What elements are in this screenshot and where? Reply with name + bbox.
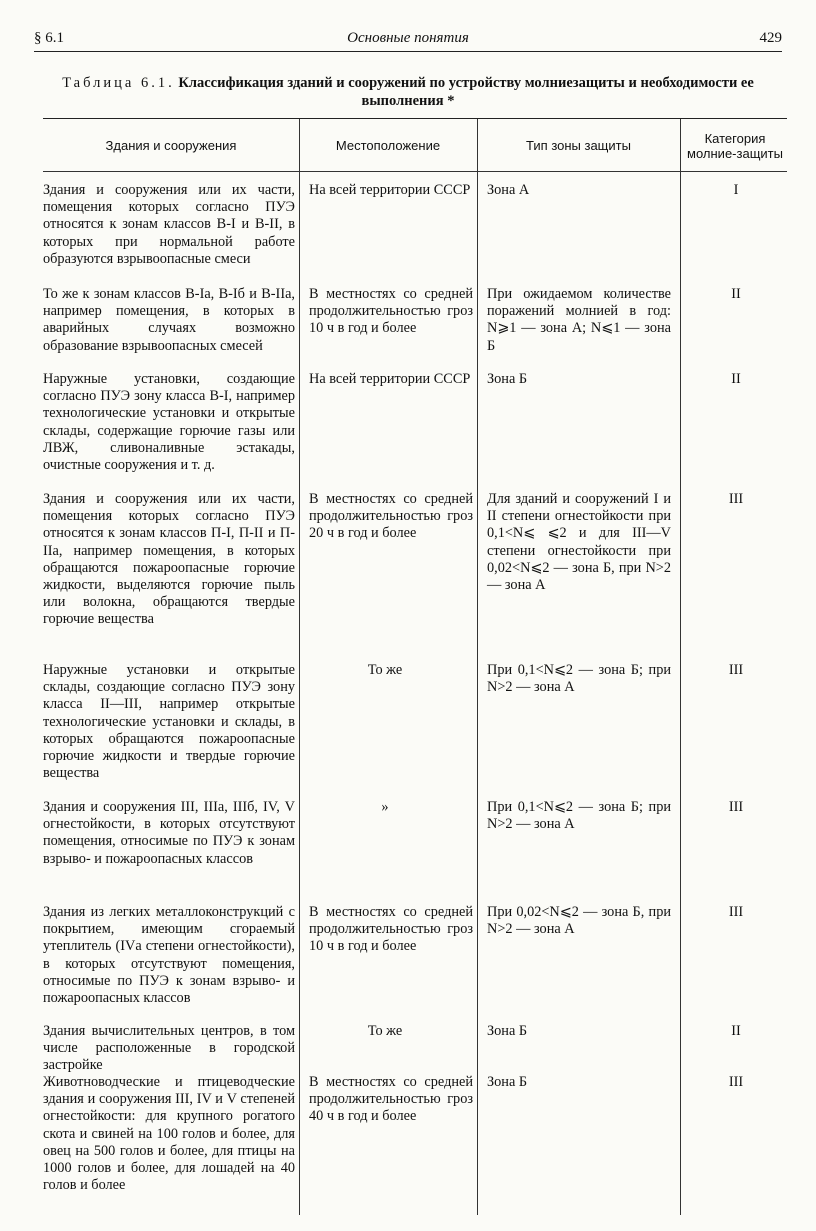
row-2-zone: При ожидаемом количестве поражений молнией в год: N⩾1 — зона А; N⩽1 — зона Б — [487, 286, 671, 354]
column-header-buildings: Здания и сооружения — [105, 137, 237, 153]
row-2-building: То же к зонам классов В-Ia, В-Iб и В-IIа, например помещения, в которых в аварийных случаях возможно образование взрывоопасных смесей — [43, 286, 295, 354]
column-divider — [680, 119, 681, 1215]
row-5-category: III — [728, 662, 744, 678]
row-1-category: I — [733, 182, 739, 198]
row-7-building: Здания из легких металлоконструкций с покрытием, имеющим сгораемый утеплитель (IVа степени огнестойкости), в которых отсутствуют помещения, относимые по ПУЭ к зонам взрыво- и пожароопасных классов — [43, 904, 295, 1007]
row-7-category: III — [728, 904, 744, 920]
row-5-building: Наружные установки и открытые склады, создающие согласно ПУЭ зону класса II—III, например открытые технологические установки и склады, в которых обращаются пожароопасные горючие жидкости и твердые горючие вещества — [43, 662, 295, 782]
row-4-building: Здания и сооружения или их части, помещения которых согласно ПУЭ относятся к зонам классов П-I, П-II и П-IIа, например помещения, в которых обращаются пожароопасные горючие жидкости, выделяются горючие пыль или волокна, обращаются твердые горючие вещества — [43, 491, 295, 628]
row-9-location: В местностях со средней продолжительностью гроз 40 ч в год и более — [309, 1074, 473, 1125]
row-1-building: Здания и сооружения или их части, помещения которых согласно ПУЭ относятся к зонам классов В-I и В-II, в которых при нормальной работе образуются взрывоопасные смеси — [43, 182, 295, 267]
running-title: Основные понятия — [347, 30, 469, 46]
row-6-category: III — [728, 799, 744, 815]
row-6-building: Здания и сооружения III, IIIа, IIIб, IV, V огнестойкости, в которых отсутствуют помещения, относимые по ПУЭ к зонам взрыво- и пожароопасных классов — [43, 799, 295, 867]
row-5-location: То же — [367, 662, 403, 678]
row-3-zone: Зона Б — [487, 371, 528, 387]
table-title — [40, 74, 776, 110]
section-number: § 6.1 — [34, 30, 64, 46]
table-title-text: Классификация зданий и сооружений по устройству молниезащиты и необходимости ее выполнения * — [178, 75, 754, 109]
running-head — [34, 27, 782, 49]
row-7-zone: При 0,02<N⩽2 — зона Б, при N>2 — зона А — [487, 904, 671, 938]
row-8-location: То же — [367, 1023, 403, 1039]
row-4-zone: Для зданий и сооружений I и II степени огнестойкости при 0,1<N⩽ ⩽2 и для III—V степени огнестойкости при 0,02<N⩽2 — зона Б, при N>2 — зона А — [487, 491, 671, 594]
row-3-location: На всей территории СССР — [309, 371, 471, 387]
table-title-lead: Таблица 6.1. — [62, 75, 175, 91]
header-rule — [34, 51, 782, 52]
column-divider — [477, 119, 478, 1215]
row-5-zone: При 0,1<N⩽2 — зона Б; при N>2 — зона А — [487, 662, 671, 696]
row-9-category: III — [728, 1074, 744, 1090]
row-4-category: III — [728, 491, 744, 507]
row-2-category: II — [731, 286, 741, 302]
column-header-category: Категория молние-защиты — [687, 131, 783, 161]
row-9-building: Животноводческие и птицеводческие здания и сооружения III, IV и V степеней огнестойкости: для крупного рогатого скота и свиней на 100 голов и более, для овец на 500 голов и более, для птицы на 1000 голов и более, для лошадей на 40 голов и более — [43, 1074, 295, 1194]
row-3-building: Наружные установки, создающие согласно ПУЭ зону класса В-I, например технологические установки и открытые склады, содержащие горючие газы или ЛВЖ, сливоналивные эстакады, очистные сооружения и т. д. — [43, 371, 295, 474]
row-6-location: » — [381, 799, 389, 815]
column-header-location: Местоположение — [335, 137, 441, 153]
row-3-category: II — [731, 371, 741, 387]
row-4-location: В местностях со средней продолжительностью гроз 20 ч в год и более — [309, 491, 473, 542]
page-number: 429 — [759, 30, 782, 46]
header-divider — [43, 171, 787, 172]
column-header-zone-type: Тип зоны защиты — [526, 137, 631, 153]
row-8-building: Здания вычислительных центров, в том числе расположенные в городской застройке — [43, 1023, 295, 1074]
row-1-zone: Зона А — [487, 182, 530, 198]
row-8-zone: Зона Б — [487, 1023, 528, 1039]
row-2-location: В местностях со средней продолжительностью гроз 10 ч в год и более — [309, 286, 473, 337]
row-8-category: II — [731, 1023, 741, 1039]
classification-table — [43, 118, 787, 1215]
row-1-location: На всей территории СССР — [309, 182, 471, 198]
row-7-location: В местностях со средней продолжительностью гроз 10 ч в год и более — [309, 904, 473, 955]
row-6-zone: При 0,1<N⩽2 — зона Б; при N>2 — зона А — [487, 799, 671, 833]
row-9-zone: Зона Б — [487, 1074, 528, 1090]
